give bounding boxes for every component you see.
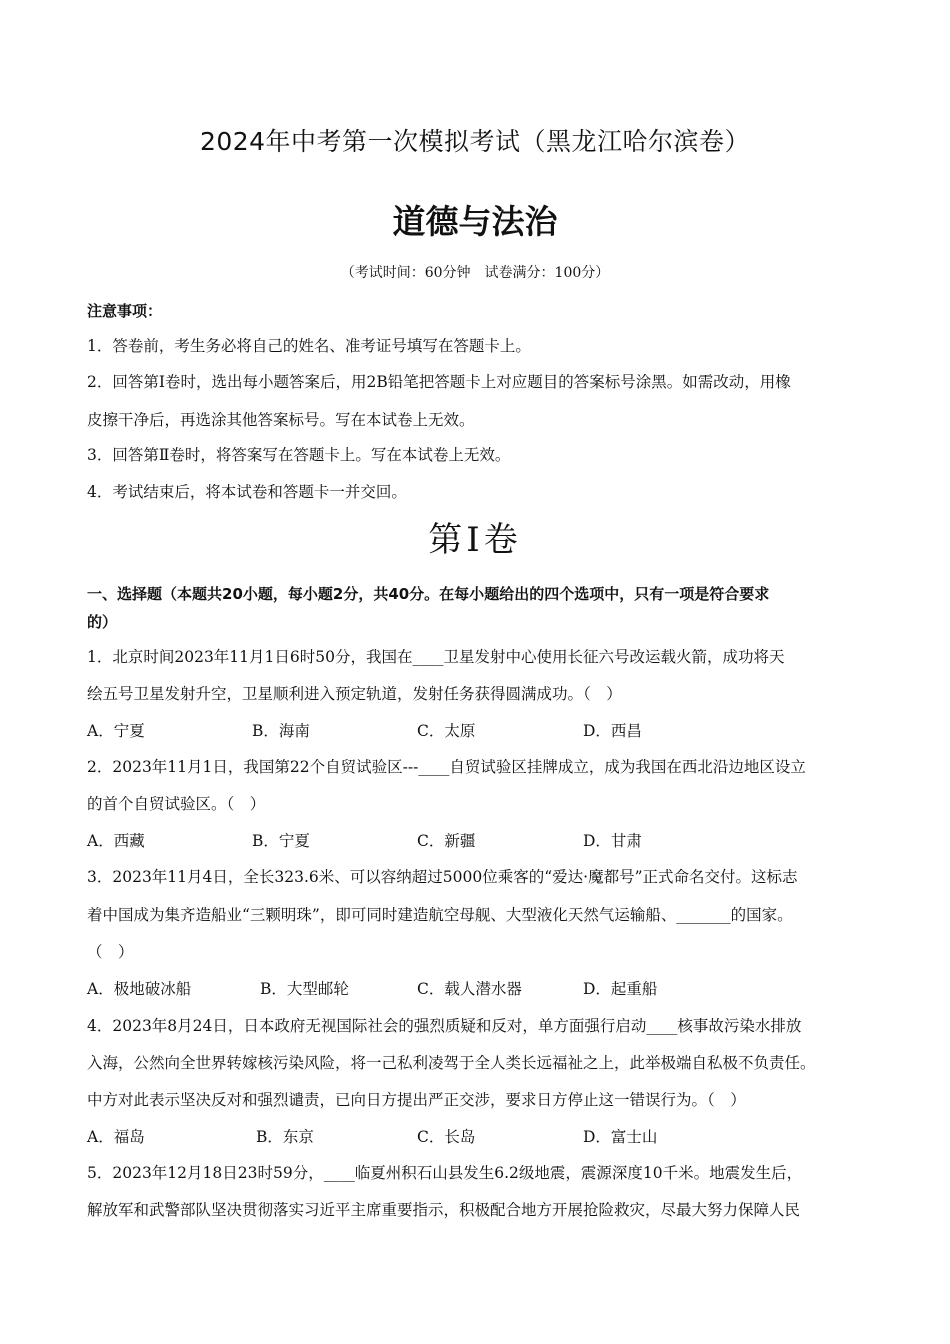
question-4-line: 中方对此表示坚决反对和强烈谴责，已向日方提出严正交涉，要求日方停止这一错误行为。（ ）	[87, 1091, 746, 1109]
question-2-option-c[interactable]: C．新疆	[417, 832, 476, 850]
question-3-option-d[interactable]: D．起重船	[583, 980, 658, 998]
question-4-line: 入海，公然向全世界转嫁核污染风险，将一己私利凌驾于全人类长远福祉之上，此举极端自私极不负责任。	[87, 1054, 816, 1072]
notice-line: 1．答卷前，考生务必将自己的姓名、准考证号填写在答题卡上。	[87, 337, 531, 355]
notice-line: 皮擦干净后，再选涂其他答案标号。写在本试卷上无效。	[87, 411, 475, 429]
question-3-option-b[interactable]: B．大型邮轮	[260, 980, 349, 998]
exam-info: （考试时间：60分钟 试卷满分：100分）	[340, 265, 610, 281]
question-4-option-b[interactable]: B．东京	[256, 1128, 314, 1146]
notice-line: 4．考试结束后，将本试卷和答题卡一并交回。	[87, 483, 407, 501]
part-heading: 的）	[87, 613, 118, 631]
part-heading: 一、选择题（本题共20小题，每小题2分，共40分。在每小题给出的四个选项中，只有一项是符合要求	[87, 585, 770, 603]
question-1-option-d[interactable]: D．西昌	[583, 722, 642, 740]
question-3-line: 着中国成为集齐造船业“三颗明珠”，即可同时建造航空母舰、大型液化天然气运输船、_______的国家。	[87, 906, 793, 924]
question-1-line: 1．北京时间2023年11月1日6时50分，我国在____卫星发射中心使用长征六号改运载火箭，成功将天	[87, 648, 785, 666]
section-title: 第Ⅰ卷	[428, 520, 522, 560]
question-4-option-c[interactable]: C．长岛	[417, 1128, 476, 1146]
question-1-option-c[interactable]: C．太原	[417, 722, 476, 740]
notice-line: 2．回答第Ⅰ卷时，选出每小题答案后，用2B铅笔把答题卡上对应题目的答案标号涂黑。如需改动，用橡	[87, 373, 791, 391]
question-3-option-c[interactable]: C．载人潜水器	[417, 980, 522, 998]
question-1-option-a[interactable]: A．宁夏	[87, 722, 145, 740]
question-3-option-a[interactable]: A．极地破冰船	[87, 980, 192, 998]
question-3-line: （ ）	[87, 943, 134, 961]
notice-title: 注意事项：	[87, 302, 163, 320]
question-1-line: 绘五号卫星发射升空，卫星顺利进入预定轨道，发射任务获得圆满成功。（ ）	[87, 685, 622, 703]
question-2-line: 的首个自贸试验区。（ ）	[87, 795, 266, 813]
question-5-line: 5．2023年12月18日23时59分，____临夏州积石山县发生6.2级地震，震源深度10千米。地震发生后，	[87, 1164, 803, 1182]
question-2-option-a[interactable]: A．西藏	[87, 832, 145, 850]
question-3-line: 3．2023年11月4日，全长323.6米、可以容纳超过5000位乘客的“爱达·魔都号”正式命名交付。这标志	[87, 868, 798, 886]
exam-title: 2024年中考第一次模拟考试（黑龙江哈尔滨卷）	[199, 127, 751, 156]
question-1-option-b[interactable]: B．海南	[252, 722, 310, 740]
notice-line: 3．回答第Ⅱ卷时，将答案写在答题卡上。写在本试卷上无效。	[87, 446, 511, 464]
question-2-option-d[interactable]: D．甘肃	[583, 832, 642, 850]
question-5-line: 解放军和武警部队坚决贯彻落实习近平主席重要指示，积极配合地方开展抢险救灾，尽最大努力保障人民	[87, 1201, 801, 1219]
question-4-option-d[interactable]: D．富士山	[583, 1128, 658, 1146]
question-2-option-b[interactable]: B．宁夏	[252, 832, 310, 850]
question-4-option-a[interactable]: A．福岛	[87, 1128, 145, 1146]
question-4-line: 4．2023年8月24日，日本政府无视国际社会的强烈质疑和反对，单方面强行启动____核事故污染水排放	[87, 1017, 802, 1035]
subject-title: 道德与法治	[392, 202, 558, 241]
question-2-line: 2．2023年11月1日，我国第22个自贸试验区---____自贸试验区挂牌成立，成为我国在西北沿边地区设立	[87, 758, 806, 776]
